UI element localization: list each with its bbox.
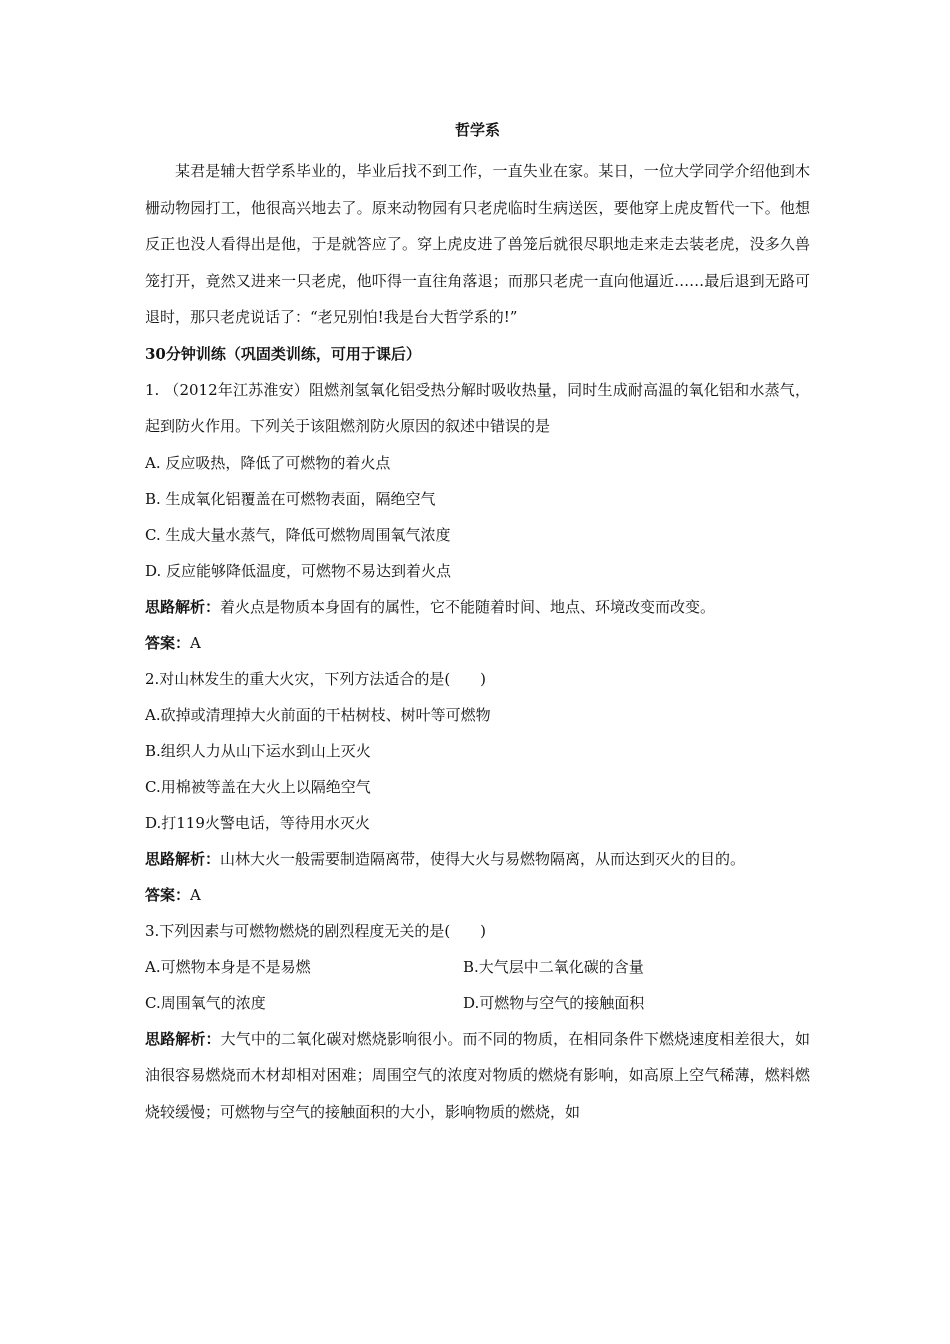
- question-3-option-b: B.大气层中二氧化碳的含量: [463, 957, 644, 976]
- question-1-analysis: [145, 589, 810, 625]
- analysis-text: 大气中的二氧化碳对燃烧影响很小。而不同的物质，在相同条件下燃烧速度相差很大，如油很容易燃烧而木材却相对困难；周围空气的浓度对物质的燃烧有影响，如高原上空气稀薄，燃料燃烧较缓慢；可燃物与空气的接触面积的大小，影响物质的燃烧，如: [145, 1029, 810, 1121]
- answer-label: 答案：: [145, 633, 191, 652]
- question-3-options-row-1: [145, 949, 810, 985]
- page-title: 哲学系: [454, 121, 500, 139]
- question-2-answer: [145, 877, 810, 913]
- question-2-analysis: [145, 841, 810, 877]
- analysis-label: 思路解析：: [145, 849, 221, 868]
- question-2-stem: 2.对山林发生的重大火灾，下列方法适合的是( ): [145, 669, 487, 688]
- question-2-option-b: B.组织人力从山下运水到山上灭火: [145, 741, 371, 760]
- question-2-option-d: D.打119火警电话，等待用水灭火: [145, 813, 370, 832]
- question-3-option-c: C.周围氧气的浓度: [145, 993, 266, 1012]
- question-3-analysis: [145, 1021, 810, 1131]
- story-paragraph: 某君是辅大哲学系毕业的，毕业后找不到工作，一直失业在家。某日，一位大学同学介绍他到木栅动物园打工，他很高兴地去了。原来动物园有只老虎临时生病送医，要他穿上虎皮暂代一下。他想反正也没人看得出是他，于是就答应了。穿上虎皮进了兽笼后就很尽职地走来走去装老虎，没多久兽笼打开，竟然又进来一只老虎，他吓得一直往角落退；而那只老虎一直向他逼近……最后退到无路可退时，那只老虎说话了：“老兄别怕!我是台大哲学系的!”: [145, 162, 810, 326]
- question-1-option-b: B. 生成氧化铝覆盖在可燃物表面，隔绝空气: [145, 489, 436, 508]
- analysis-label: 思路解析：: [145, 597, 221, 616]
- question-1-option-c: C. 生成大量水蒸气，降低可燃物周围氧气浓度: [145, 525, 451, 544]
- question-2-option-a: A.砍掉或清理掉大火前面的干枯树枝、树叶等可燃物: [145, 705, 491, 724]
- answer-label: 答案：: [145, 885, 191, 904]
- answer-value: A: [190, 885, 201, 904]
- section-heading: 30分钟训练（巩固类训练，可用于课后）: [145, 344, 421, 363]
- document-content: [145, 120, 810, 1130]
- question-1-option-d: D. 反应能够降低温度，可燃物不易达到着火点: [145, 561, 452, 580]
- question-1-option-a: A. 反应吸热，降低了可燃物的着火点: [145, 453, 391, 472]
- question-3-option-d: D.可燃物与空气的接触面积: [463, 993, 645, 1012]
- analysis-label: 思路解析：: [145, 1029, 221, 1048]
- question-1-answer: [145, 625, 810, 661]
- question-3-options-row-2: [145, 985, 810, 1021]
- question-2-option-c: C.用棉被等盖在大火上以隔绝空气: [145, 777, 371, 796]
- analysis-text: 着火点是物质本身固有的属性，它不能随着时间、地点、环境改变而改变。: [220, 597, 716, 616]
- question-1-stem: 1. （2012年江苏淮安）阻燃剂氢氧化铝受热分解时吸收热量，同时生成耐高温的氧化铝和水蒸气，起到防火作用。下列关于该阻燃剂防火原因的叙述中错误的是: [145, 380, 810, 435]
- question-3-stem: 3.下列因素与可燃物燃烧的剧烈程度无关的是( ): [145, 921, 487, 940]
- question-3-option-a: A.可燃物本身是不是易燃: [145, 957, 311, 976]
- analysis-text: 山林大火一般需要制造隔离带，使得大火与易燃物隔离，从而达到灭火的目的。: [220, 849, 746, 868]
- answer-value: A: [190, 633, 201, 652]
